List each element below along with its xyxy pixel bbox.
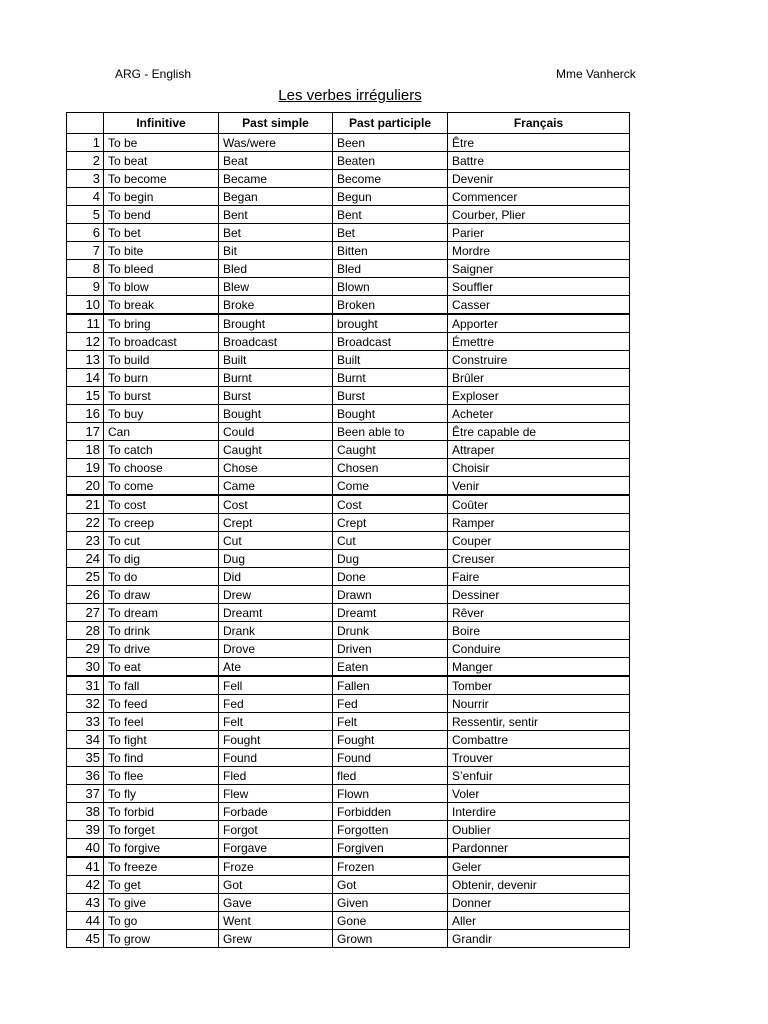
infinitive-cell: To freeze bbox=[104, 857, 219, 876]
past-simple-cell: Found bbox=[219, 749, 333, 767]
table-row bbox=[67, 930, 630, 948]
past-simple-cell: Fell bbox=[219, 676, 333, 695]
infinitive-cell: To come bbox=[104, 477, 219, 496]
past-simple-cell: Fed bbox=[219, 695, 333, 713]
past-simple-cell: Bit bbox=[219, 242, 333, 260]
table-row bbox=[67, 441, 630, 459]
infinitive-cell: To bite bbox=[104, 242, 219, 260]
francais-cell: Ressentir, sentir bbox=[448, 713, 630, 731]
francais-cell: Creuser bbox=[448, 550, 630, 568]
francais-cell: Interdire bbox=[448, 803, 630, 821]
table-row bbox=[67, 170, 630, 188]
row-number: 34 bbox=[67, 731, 104, 749]
past-simple-cell: Grew bbox=[219, 930, 333, 948]
past-simple-cell: Chose bbox=[219, 459, 333, 477]
past-simple-cell: Bled bbox=[219, 260, 333, 278]
past-simple-cell: Caught bbox=[219, 441, 333, 459]
past-participle-cell: Broken bbox=[333, 296, 448, 315]
row-number: 2 bbox=[67, 152, 104, 170]
row-number: 27 bbox=[67, 604, 104, 622]
past-simple-cell: Forgave bbox=[219, 839, 333, 858]
table-row bbox=[67, 695, 630, 713]
infinitive-cell: To draw bbox=[104, 586, 219, 604]
row-number: 35 bbox=[67, 749, 104, 767]
past-simple-cell: Cut bbox=[219, 532, 333, 550]
infinitive-cell: To break bbox=[104, 296, 219, 315]
infinitive-cell: To become bbox=[104, 170, 219, 188]
past-participle-cell: Burst bbox=[333, 387, 448, 405]
francais-cell: Ramper bbox=[448, 514, 630, 532]
infinitive-cell: To cut bbox=[104, 532, 219, 550]
table-row bbox=[67, 423, 630, 441]
table-row bbox=[67, 912, 630, 930]
francais-cell: Voler bbox=[448, 785, 630, 803]
row-number: 42 bbox=[67, 876, 104, 894]
francais-cell: Devenir bbox=[448, 170, 630, 188]
past-participle-cell: Chosen bbox=[333, 459, 448, 477]
infinitive-cell: To fly bbox=[104, 785, 219, 803]
table-row bbox=[67, 242, 630, 260]
table-row bbox=[67, 640, 630, 658]
past-participle-cell: Gone bbox=[333, 912, 448, 930]
row-number: 22 bbox=[67, 514, 104, 532]
francais-cell: Battre bbox=[448, 152, 630, 170]
past-simple-cell: Broke bbox=[219, 296, 333, 315]
past-participle-cell: Bitten bbox=[333, 242, 448, 260]
table-row bbox=[67, 785, 630, 803]
past-participle-cell: Drawn bbox=[333, 586, 448, 604]
francais-cell: Casser bbox=[448, 296, 630, 315]
past-participle-cell: Grown bbox=[333, 930, 448, 948]
infinitive-cell: To get bbox=[104, 876, 219, 894]
row-number: 16 bbox=[67, 405, 104, 423]
row-number: 29 bbox=[67, 640, 104, 658]
past-participle-cell: Fought bbox=[333, 731, 448, 749]
francais-cell: Brûler bbox=[448, 369, 630, 387]
francais-cell: Être bbox=[448, 134, 630, 152]
past-participle-cell: Built bbox=[333, 351, 448, 369]
table-row bbox=[67, 803, 630, 821]
irregular-verbs-table bbox=[66, 112, 630, 948]
past-participle-cell: Cost bbox=[333, 495, 448, 514]
past-participle-cell: Come bbox=[333, 477, 448, 496]
infinitive-cell: To find bbox=[104, 749, 219, 767]
past-simple-cell: Drove bbox=[219, 640, 333, 658]
past-participle-cell: Flown bbox=[333, 785, 448, 803]
past-participle-cell: Bled bbox=[333, 260, 448, 278]
francais-cell: Oublier bbox=[448, 821, 630, 839]
row-number: 38 bbox=[67, 803, 104, 821]
table-row bbox=[67, 260, 630, 278]
row-number: 13 bbox=[67, 351, 104, 369]
table-row bbox=[67, 369, 630, 387]
table-row bbox=[67, 134, 630, 152]
past-participle-cell: Forgotten bbox=[333, 821, 448, 839]
infinitive-cell: To go bbox=[104, 912, 219, 930]
row-number: 9 bbox=[67, 278, 104, 296]
infinitive-cell: To begin bbox=[104, 188, 219, 206]
past-participle-cell: Been bbox=[333, 134, 448, 152]
row-number: 25 bbox=[67, 568, 104, 586]
past-participle-cell: brought bbox=[333, 314, 448, 333]
past-simple-cell: Dreamt bbox=[219, 604, 333, 622]
past-participle-cell: fled bbox=[333, 767, 448, 785]
row-number: 20 bbox=[67, 477, 104, 496]
past-participle-cell: Dug bbox=[333, 550, 448, 568]
infinitive-cell: To feel bbox=[104, 713, 219, 731]
row-number: 3 bbox=[67, 170, 104, 188]
past-simple-cell: Ate bbox=[219, 658, 333, 677]
table-row bbox=[67, 821, 630, 839]
past-participle-cell: Felt bbox=[333, 713, 448, 731]
francais-cell: Apporter bbox=[448, 314, 630, 333]
francais-cell: Tomber bbox=[448, 676, 630, 695]
past-participle-cell: Bought bbox=[333, 405, 448, 423]
past-participle-cell: Been able to bbox=[333, 423, 448, 441]
row-number: 45 bbox=[67, 930, 104, 948]
francais-cell: Combattre bbox=[448, 731, 630, 749]
row-number: 1 bbox=[67, 134, 104, 152]
past-simple-cell: Brought bbox=[219, 314, 333, 333]
table-row bbox=[67, 188, 630, 206]
table-row bbox=[67, 278, 630, 296]
infinitive-cell: To bring bbox=[104, 314, 219, 333]
francais-cell: Couper bbox=[448, 532, 630, 550]
infinitive-cell: To dream bbox=[104, 604, 219, 622]
past-participle-cell: Eaten bbox=[333, 658, 448, 677]
past-simple-cell: Could bbox=[219, 423, 333, 441]
past-simple-cell: Became bbox=[219, 170, 333, 188]
row-number: 23 bbox=[67, 532, 104, 550]
francais-cell: Grandir bbox=[448, 930, 630, 948]
infinitive-cell: To feed bbox=[104, 695, 219, 713]
table-row bbox=[67, 152, 630, 170]
infinitive-cell: To choose bbox=[104, 459, 219, 477]
column-header-past-simple: Past simple bbox=[219, 113, 333, 134]
row-number: 41 bbox=[67, 857, 104, 876]
francais-cell: Saigner bbox=[448, 260, 630, 278]
francais-cell: Construire bbox=[448, 351, 630, 369]
francais-cell: Acheter bbox=[448, 405, 630, 423]
column-header-francais: Français bbox=[448, 113, 630, 134]
francais-cell: Choisir bbox=[448, 459, 630, 477]
infinitive-cell: To cost bbox=[104, 495, 219, 514]
past-simple-cell: Built bbox=[219, 351, 333, 369]
infinitive-cell: To give bbox=[104, 894, 219, 912]
row-number: 14 bbox=[67, 369, 104, 387]
past-simple-cell: Cost bbox=[219, 495, 333, 514]
past-simple-cell: Got bbox=[219, 876, 333, 894]
table-row bbox=[67, 604, 630, 622]
past-simple-cell: Bet bbox=[219, 224, 333, 242]
infinitive-cell: To forbid bbox=[104, 803, 219, 821]
table-row bbox=[67, 314, 630, 333]
past-simple-cell: Fled bbox=[219, 767, 333, 785]
infinitive-cell: To bend bbox=[104, 206, 219, 224]
past-participle-cell: Forgiven bbox=[333, 839, 448, 858]
francais-cell: Aller bbox=[448, 912, 630, 930]
infinitive-cell: To flee bbox=[104, 767, 219, 785]
francais-cell: Donner bbox=[448, 894, 630, 912]
table-row bbox=[67, 749, 630, 767]
past-simple-cell: Gave bbox=[219, 894, 333, 912]
infinitive-cell: To eat bbox=[104, 658, 219, 677]
table-row bbox=[67, 206, 630, 224]
column-header-infinitive: Infinitive bbox=[104, 113, 219, 134]
past-simple-cell: Came bbox=[219, 477, 333, 496]
table-row bbox=[67, 351, 630, 369]
past-simple-cell: Drew bbox=[219, 586, 333, 604]
table-row bbox=[67, 514, 630, 532]
past-simple-cell: Crept bbox=[219, 514, 333, 532]
table-row bbox=[67, 622, 630, 640]
past-participle-cell: Become bbox=[333, 170, 448, 188]
francais-cell: Parier bbox=[448, 224, 630, 242]
francais-cell: Pardonner bbox=[448, 839, 630, 858]
table-row bbox=[67, 459, 630, 477]
teacher-name: Mme Vanherck bbox=[556, 67, 636, 81]
francais-cell: Faire bbox=[448, 568, 630, 586]
table-row bbox=[67, 568, 630, 586]
infinitive-cell: To fall bbox=[104, 676, 219, 695]
table-row bbox=[67, 477, 630, 496]
past-participle-cell: Driven bbox=[333, 640, 448, 658]
row-number: 37 bbox=[67, 785, 104, 803]
table-row bbox=[67, 586, 630, 604]
past-simple-cell: Burnt bbox=[219, 369, 333, 387]
table-row bbox=[67, 387, 630, 405]
past-simple-cell: Drank bbox=[219, 622, 333, 640]
table-row bbox=[67, 713, 630, 731]
past-participle-cell: Bet bbox=[333, 224, 448, 242]
row-number: 8 bbox=[67, 260, 104, 278]
row-number: 36 bbox=[67, 767, 104, 785]
infinitive-cell: To burn bbox=[104, 369, 219, 387]
francais-cell: Conduire bbox=[448, 640, 630, 658]
row-number: 7 bbox=[67, 242, 104, 260]
francais-cell: Manger bbox=[448, 658, 630, 677]
table-row bbox=[67, 495, 630, 514]
row-number: 44 bbox=[67, 912, 104, 930]
infinitive-cell: To do bbox=[104, 568, 219, 586]
past-participle-cell: Blown bbox=[333, 278, 448, 296]
francais-cell: Coûter bbox=[448, 495, 630, 514]
row-number: 32 bbox=[67, 695, 104, 713]
francais-cell: Trouver bbox=[448, 749, 630, 767]
row-number: 11 bbox=[67, 314, 104, 333]
row-number: 10 bbox=[67, 296, 104, 315]
infinitive-cell: To buy bbox=[104, 405, 219, 423]
table-row bbox=[67, 857, 630, 876]
past-simple-cell: Flew bbox=[219, 785, 333, 803]
past-participle-cell: Caught bbox=[333, 441, 448, 459]
row-number: 19 bbox=[67, 459, 104, 477]
infinitive-cell: To drink bbox=[104, 622, 219, 640]
infinitive-cell: To build bbox=[104, 351, 219, 369]
past-participle-cell: Found bbox=[333, 749, 448, 767]
row-number: 4 bbox=[67, 188, 104, 206]
past-participle-cell: Fallen bbox=[333, 676, 448, 695]
past-simple-cell: Forgot bbox=[219, 821, 333, 839]
francais-cell: Émettre bbox=[448, 333, 630, 351]
row-number: 26 bbox=[67, 586, 104, 604]
past-simple-cell: Burst bbox=[219, 387, 333, 405]
francais-cell: Exploser bbox=[448, 387, 630, 405]
table-row bbox=[67, 550, 630, 568]
past-simple-cell: Did bbox=[219, 568, 333, 586]
document-title: Les verbes irréguliers bbox=[278, 87, 422, 104]
row-number: 39 bbox=[67, 821, 104, 839]
francais-cell: Dessiner bbox=[448, 586, 630, 604]
past-simple-cell: Forbade bbox=[219, 803, 333, 821]
francais-cell: Mordre bbox=[448, 242, 630, 260]
past-participle-cell: Bent bbox=[333, 206, 448, 224]
past-participle-cell: Done bbox=[333, 568, 448, 586]
past-simple-cell: Was/were bbox=[219, 134, 333, 152]
row-number: 40 bbox=[67, 839, 104, 858]
past-participle-cell: Forbidden bbox=[333, 803, 448, 821]
past-simple-cell: Went bbox=[219, 912, 333, 930]
francais-cell: Nourrir bbox=[448, 695, 630, 713]
column-header-number bbox=[67, 113, 104, 134]
past-participle-cell: Broadcast bbox=[333, 333, 448, 351]
francais-cell: Venir bbox=[448, 477, 630, 496]
table-row bbox=[67, 333, 630, 351]
infinitive-cell: To dig bbox=[104, 550, 219, 568]
infinitive-cell: To blow bbox=[104, 278, 219, 296]
past-participle-cell: Crept bbox=[333, 514, 448, 532]
past-simple-cell: Blew bbox=[219, 278, 333, 296]
past-simple-cell: Beat bbox=[219, 152, 333, 170]
row-number: 33 bbox=[67, 713, 104, 731]
table-row bbox=[67, 767, 630, 785]
francais-cell: Attraper bbox=[448, 441, 630, 459]
francais-cell: Souffler bbox=[448, 278, 630, 296]
francais-cell: Boire bbox=[448, 622, 630, 640]
francais-cell: Rêver bbox=[448, 604, 630, 622]
row-number: 12 bbox=[67, 333, 104, 351]
infinitive-cell: Can bbox=[104, 423, 219, 441]
francais-cell: Obtenir, devenir bbox=[448, 876, 630, 894]
column-header-past-participle: Past participle bbox=[333, 113, 448, 134]
past-participle-cell: Dreamt bbox=[333, 604, 448, 622]
row-number: 6 bbox=[67, 224, 104, 242]
row-number: 28 bbox=[67, 622, 104, 640]
past-participle-cell: Burnt bbox=[333, 369, 448, 387]
francais-cell: Commencer bbox=[448, 188, 630, 206]
past-simple-cell: Froze bbox=[219, 857, 333, 876]
francais-cell: Être capable de bbox=[448, 423, 630, 441]
table-row bbox=[67, 658, 630, 677]
infinitive-cell: To bet bbox=[104, 224, 219, 242]
past-simple-cell: Dug bbox=[219, 550, 333, 568]
row-number: 17 bbox=[67, 423, 104, 441]
past-participle-cell: Frozen bbox=[333, 857, 448, 876]
past-simple-cell: Bought bbox=[219, 405, 333, 423]
row-number: 18 bbox=[67, 441, 104, 459]
infinitive-cell: To grow bbox=[104, 930, 219, 948]
row-number: 5 bbox=[67, 206, 104, 224]
infinitive-cell: To forget bbox=[104, 821, 219, 839]
row-number: 30 bbox=[67, 658, 104, 677]
past-simple-cell: Began bbox=[219, 188, 333, 206]
infinitive-cell: To broadcast bbox=[104, 333, 219, 351]
infinitive-cell: To burst bbox=[104, 387, 219, 405]
row-number: 43 bbox=[67, 894, 104, 912]
past-participle-cell: Beaten bbox=[333, 152, 448, 170]
francais-cell: S’enfuir bbox=[448, 767, 630, 785]
row-number: 24 bbox=[67, 550, 104, 568]
table-row bbox=[67, 894, 630, 912]
table-row bbox=[67, 839, 630, 858]
francais-cell: Courber, Plier bbox=[448, 206, 630, 224]
past-simple-cell: Fought bbox=[219, 731, 333, 749]
row-number: 31 bbox=[67, 676, 104, 695]
row-number: 21 bbox=[67, 495, 104, 514]
table-row bbox=[67, 676, 630, 695]
table-row bbox=[67, 405, 630, 423]
infinitive-cell: To forgive bbox=[104, 839, 219, 858]
infinitive-cell: To drive bbox=[104, 640, 219, 658]
row-number: 15 bbox=[67, 387, 104, 405]
infinitive-cell: To be bbox=[104, 134, 219, 152]
course-label: ARG - English bbox=[115, 67, 192, 81]
past-simple-cell: Bent bbox=[219, 206, 333, 224]
francais-cell: Geler bbox=[448, 857, 630, 876]
past-simple-cell: Felt bbox=[219, 713, 333, 731]
infinitive-cell: To bleed bbox=[104, 260, 219, 278]
infinitive-cell: To fight bbox=[104, 731, 219, 749]
past-participle-cell: Fed bbox=[333, 695, 448, 713]
infinitive-cell: To catch bbox=[104, 441, 219, 459]
table-row bbox=[67, 876, 630, 894]
past-participle-cell: Begun bbox=[333, 188, 448, 206]
past-participle-cell: Got bbox=[333, 876, 448, 894]
table-row bbox=[67, 224, 630, 242]
infinitive-cell: To creep bbox=[104, 514, 219, 532]
table-header-row bbox=[67, 113, 630, 134]
past-participle-cell: Drunk bbox=[333, 622, 448, 640]
table-row bbox=[67, 731, 630, 749]
table-row bbox=[67, 532, 630, 550]
past-participle-cell: Cut bbox=[333, 532, 448, 550]
past-simple-cell: Broadcast bbox=[219, 333, 333, 351]
past-participle-cell: Given bbox=[333, 894, 448, 912]
infinitive-cell: To beat bbox=[104, 152, 219, 170]
table-row bbox=[67, 296, 630, 315]
